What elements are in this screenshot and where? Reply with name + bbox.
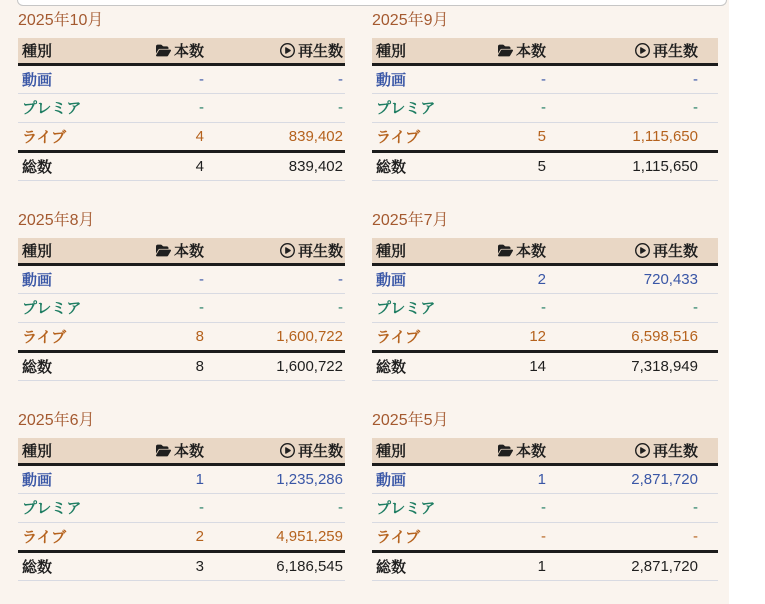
month-section [372,206,718,406]
table-row-premiere [372,493,718,522]
table-row-premiere [18,293,345,322]
table-row-total [372,351,718,380]
stats-table [372,438,718,581]
col-header-type: 種別 [372,38,482,64]
row-label-premiere[interactable]: プレミア [372,93,482,122]
row-label-total: 総数 [372,151,482,180]
row-label-live[interactable]: ライブ [376,128,421,146]
table-row-total [18,551,345,580]
plays-cell: - [206,264,345,293]
row-label-total: 総数 [372,351,482,380]
count-cell: - [482,64,548,93]
stats-table [372,38,718,181]
plays-cell: - [548,93,718,122]
row-label-video[interactable]: 動画 [18,264,130,293]
month-title: 2025年8月 [18,212,95,229]
col-header-plays-label: 再生数 [652,242,698,260]
col-header-type: 種別 [18,38,130,64]
table-row-total [18,351,345,380]
count-cell: 5 [482,151,548,180]
plays-cell: 4,951,259 [276,527,343,545]
plays-cell: - [548,64,718,93]
col-header-plays-label: 再生数 [297,42,343,60]
col-header-type: 種別 [372,238,482,264]
table-row-live [372,322,718,351]
count-cell: 5 [537,127,546,145]
table-row-video [18,464,345,493]
play-circle-icon [280,43,295,58]
plays-cell: - [206,493,345,522]
count-cell: 8 [130,351,206,380]
table-row-premiere [372,93,718,122]
plays-cell: 1,235,286 [206,464,345,493]
row-label-total: 総数 [18,151,130,180]
row-label-video[interactable]: 動画 [18,64,130,93]
stats-table [18,38,345,181]
month-title: 2025年10月 [18,12,104,29]
row-label-live[interactable]: ライブ [22,328,67,346]
col-header-count-label: 本数 [515,442,546,460]
col-header-plays-label: 再生数 [297,242,343,260]
col-header-plays [206,438,345,464]
col-header-count [130,238,206,264]
plays-cell: 6,186,545 [206,551,345,580]
table-row-total [18,151,345,180]
row-label-premiere[interactable]: プレミア [18,293,130,322]
month-section [18,6,345,206]
folder-open-icon [498,43,513,58]
count-cell: 3 [130,551,206,580]
count-cell: - [482,493,548,522]
plays-cell: 2,871,720 [548,551,718,580]
plays-cell: 1,115,650 [632,127,698,145]
col-header-plays [548,438,718,464]
count-cell: - [130,493,206,522]
plays-cell: 839,402 [288,127,343,145]
month-title: 2025年5月 [372,412,449,429]
col-header-count-label: 本数 [173,442,204,460]
count-cell: - [130,264,206,293]
count-cell: - [482,293,548,322]
col-header-count-label: 本数 [173,42,204,60]
plays-cell: 6,598,516 [631,327,698,345]
table-row-live [372,122,718,151]
stats-table [18,238,345,381]
play-circle-icon [635,43,650,58]
col-header-type: 種別 [18,238,130,264]
table-row-video [18,64,345,93]
count-cell: 1 [482,464,548,493]
count-cell: - [130,64,206,93]
count-cell: 8 [195,327,204,345]
plays-cell: 2,871,720 [548,464,718,493]
table-header-row [18,38,345,64]
row-label-live[interactable]: ライブ [22,128,67,146]
col-header-count-label: 本数 [173,242,204,260]
count-cell: 4 [130,151,206,180]
plays-cell: 1,115,650 [548,151,718,180]
plays-cell: 720,433 [548,264,718,293]
folder-open-icon [498,243,513,258]
table-header-row [18,238,345,264]
col-header-plays-label: 再生数 [652,42,698,60]
row-label-total: 総数 [18,551,130,580]
play-circle-icon [280,443,295,458]
table-row-video [372,464,718,493]
count-cell: 1 [482,551,548,580]
table-row-total [372,151,718,180]
month-title: 2025年7月 [372,212,449,229]
row-label-premiere[interactable]: プレミア [372,493,482,522]
row-label-premiere[interactable]: プレミア [372,293,482,322]
table-row-live [18,322,345,351]
row-label-premiere[interactable]: プレミア [18,93,130,122]
col-header-plays-label: 再生数 [297,442,343,460]
col-header-type: 種別 [18,438,130,464]
count-cell: - [541,527,546,545]
col-header-type: 種別 [372,438,482,464]
row-label-live[interactable]: ライブ [376,328,421,346]
folder-open-icon [498,443,513,458]
folder-open-icon [156,443,171,458]
play-circle-icon [635,243,650,258]
col-header-count [130,438,206,464]
count-cell: - [130,93,206,122]
table-header-row [372,438,718,464]
count-cell: - [130,293,206,322]
table-row-video [372,64,718,93]
col-header-plays-label: 再生数 [652,442,698,460]
count-cell: 14 [482,351,548,380]
row-label-live[interactable]: ライブ [376,528,421,546]
table-row-live [18,522,345,551]
month-section [18,206,345,406]
col-header-plays [206,38,345,64]
plays-cell: - [548,293,718,322]
row-label-total: 総数 [372,551,482,580]
stats-table [18,438,345,581]
table-header-row [18,438,345,464]
month-title: 2025年6月 [18,412,95,429]
table-header-row [372,238,718,264]
col-header-plays [548,238,718,264]
table-row-video [18,264,345,293]
count-cell: 1 [130,464,206,493]
folder-open-icon [156,243,171,258]
row-label-video[interactable]: 動画 [372,264,482,293]
plays-cell: 1,600,722 [276,327,343,345]
col-header-count-label: 本数 [515,242,546,260]
plays-cell: - [693,527,698,545]
plays-cell: - [206,64,345,93]
table-row-video [372,264,718,293]
month-section [18,406,345,604]
month-section [372,6,718,206]
row-label-video[interactable]: 動画 [372,464,482,493]
play-circle-icon [635,443,650,458]
col-header-plays [206,238,345,264]
plays-cell: - [206,293,345,322]
count-cell: - [482,93,548,122]
plays-cell: 1,600,722 [206,351,345,380]
row-label-video[interactable]: 動画 [372,64,482,93]
plays-cell: - [548,493,718,522]
row-label-live[interactable]: ライブ [22,528,67,546]
stats-table [372,238,718,381]
col-header-count [482,238,548,264]
month-tables-grid [18,6,729,604]
table-row-premiere [372,293,718,322]
row-label-video[interactable]: 動画 [18,464,130,493]
count-cell: 2 [195,527,204,545]
table-row-total [372,551,718,580]
count-cell: 2 [482,264,548,293]
plays-cell: 7,318,949 [548,351,718,380]
table-header-row [372,38,718,64]
plays-cell: 839,402 [206,151,345,180]
row-label-total: 総数 [18,351,130,380]
col-header-count-label: 本数 [515,42,546,60]
play-circle-icon [280,243,295,258]
table-row-premiere [18,93,345,122]
count-cell: 4 [195,127,204,145]
folder-open-icon [156,43,171,58]
col-header-count [130,38,206,64]
table-row-premiere [18,493,345,522]
table-row-live [18,122,345,151]
month-section [372,406,718,604]
col-header-count [482,38,548,64]
row-label-premiere[interactable]: プレミア [18,493,130,522]
col-header-count [482,438,548,464]
plays-cell: - [206,93,345,122]
col-header-plays [548,38,718,64]
table-row-live [372,522,718,551]
month-title: 2025年9月 [372,12,449,29]
count-cell: 12 [529,327,546,345]
